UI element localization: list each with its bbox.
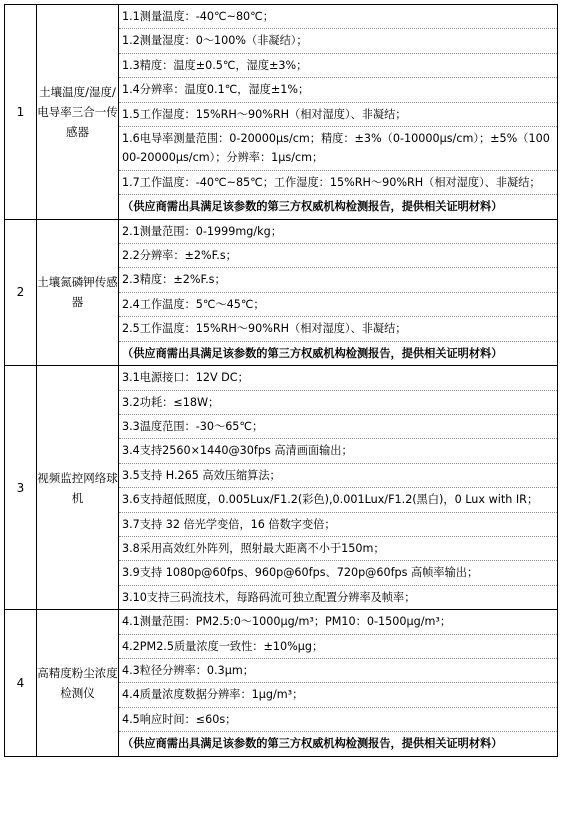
spec-item: 3.7支持 32 倍光学变倍，16 倍数字变倍； — [119, 513, 557, 537]
row-number: 2 — [5, 219, 37, 365]
row-number: 4 — [5, 610, 37, 756]
spec-item: 1.5工作湿度：15%RH～90%RH（相对湿度）、非凝结； — [119, 103, 557, 127]
row-number: 1 — [5, 5, 37, 220]
table-row — [5, 610, 558, 756]
table-row — [5, 366, 558, 610]
certification-note: （供应商需出具满足该参数的第三方权威机构检测报告，提供相关证明材料） — [122, 346, 503, 360]
spec-list — [119, 366, 558, 610]
spec-item: 2.3精度：±2%F.s； — [119, 268, 557, 292]
spec-item: 3.9支持 1080p@60fps、960p@60fps、720p@60fps 高帧率输出； — [119, 561, 557, 585]
specification-table — [4, 4, 558, 757]
spec-item: 4.3粒径分辨率：0.3μm； — [119, 659, 557, 683]
spec-item: 1.3精度：温度±0.5℃，湿度±3%； — [119, 54, 557, 78]
spec-item: 3.8采用高效红外阵列，照射最大距离不小于150m； — [119, 537, 557, 561]
spec-item: 4.5响应时间：≤60s； — [119, 708, 557, 732]
spec-item: 2.1测量范围：0-1999mg/kg； — [119, 220, 557, 244]
product-name: 视频监控网络球机 — [37, 366, 119, 610]
spec-item: 3.4支持2560×1440@30fps 高清画面输出； — [119, 439, 557, 463]
spec-item: 1.7工作温度：-40℃~85℃；工作湿度：15%RH～90%RH（相对湿度）、非凝结； — [119, 171, 557, 195]
row-number: 3 — [5, 366, 37, 610]
spec-item: 4.2PM2.5质量浓度一致性：±10%μg； — [119, 635, 557, 659]
spec-item: 3.3温度范围：-30～65℃； — [119, 415, 557, 439]
certification-note: （供应商需出具满足该参数的第三方权威机构检测报告，提供相关证明材料） — [122, 737, 503, 751]
spec-list — [119, 219, 558, 365]
spec-item: 3.10支持三码流技术，每路码流可独立配置分辨率及帧率； — [122, 590, 416, 604]
spec-item: 1.2测量湿度：0～100%（非凝结）； — [119, 29, 557, 53]
spec-item: 2.5工作温度：15%RH～90%RH（相对湿度）、非凝结； — [119, 317, 557, 341]
spec-item: 2.2分辨率：±2%F.s； — [119, 244, 557, 268]
spec-item: 1.1测量温度：-40℃~80℃； — [119, 5, 557, 29]
spec-item: 2.4工作温度：5℃～45℃； — [119, 293, 557, 317]
table-row — [5, 219, 558, 365]
product-name: 土壤温度/湿度/电导率三合一传感器 — [37, 5, 119, 220]
spec-list — [119, 610, 558, 756]
spec-list — [119, 5, 558, 220]
certification-note: （供应商需出具满足该参数的第三方权威机构检测报告，提供相关证明材料） — [122, 200, 503, 214]
spec-item: 3.2功耗：≤18W； — [119, 391, 557, 415]
product-name: 高精度粉尘浓度检测仪 — [37, 610, 119, 756]
table-row — [5, 5, 558, 220]
spec-item: 3.1电源接口：12V DC； — [119, 366, 557, 390]
spec-item: 3.5支持 H.265 高效压缩算法； — [119, 464, 557, 488]
product-name: 土壤氮磷钾传感器 — [37, 219, 119, 365]
spec-item: 1.6电导率测量范围：0-20000μs/cm；精度：±3%（0-10000μs/cm）；±5%（10000-20000μs/cm）；分辨率：1μs/cm； — [119, 127, 557, 171]
spec-item: 1.4分辨率：温度0.1℃，湿度±1%； — [119, 78, 557, 102]
spec-item: 3.6支持超低照度，0.005Lux/F1.2(彩色),0.001Lux/F1.2(黑白)，0 Lux with IR； — [119, 488, 557, 512]
spec-item: 4.1测量范围：PM2.5:0～1000μg/m³；PM10：0-1500μg/m³； — [119, 610, 557, 634]
spec-item: 4.4质量浓度数据分辨率：1μg/m³； — [119, 683, 557, 707]
